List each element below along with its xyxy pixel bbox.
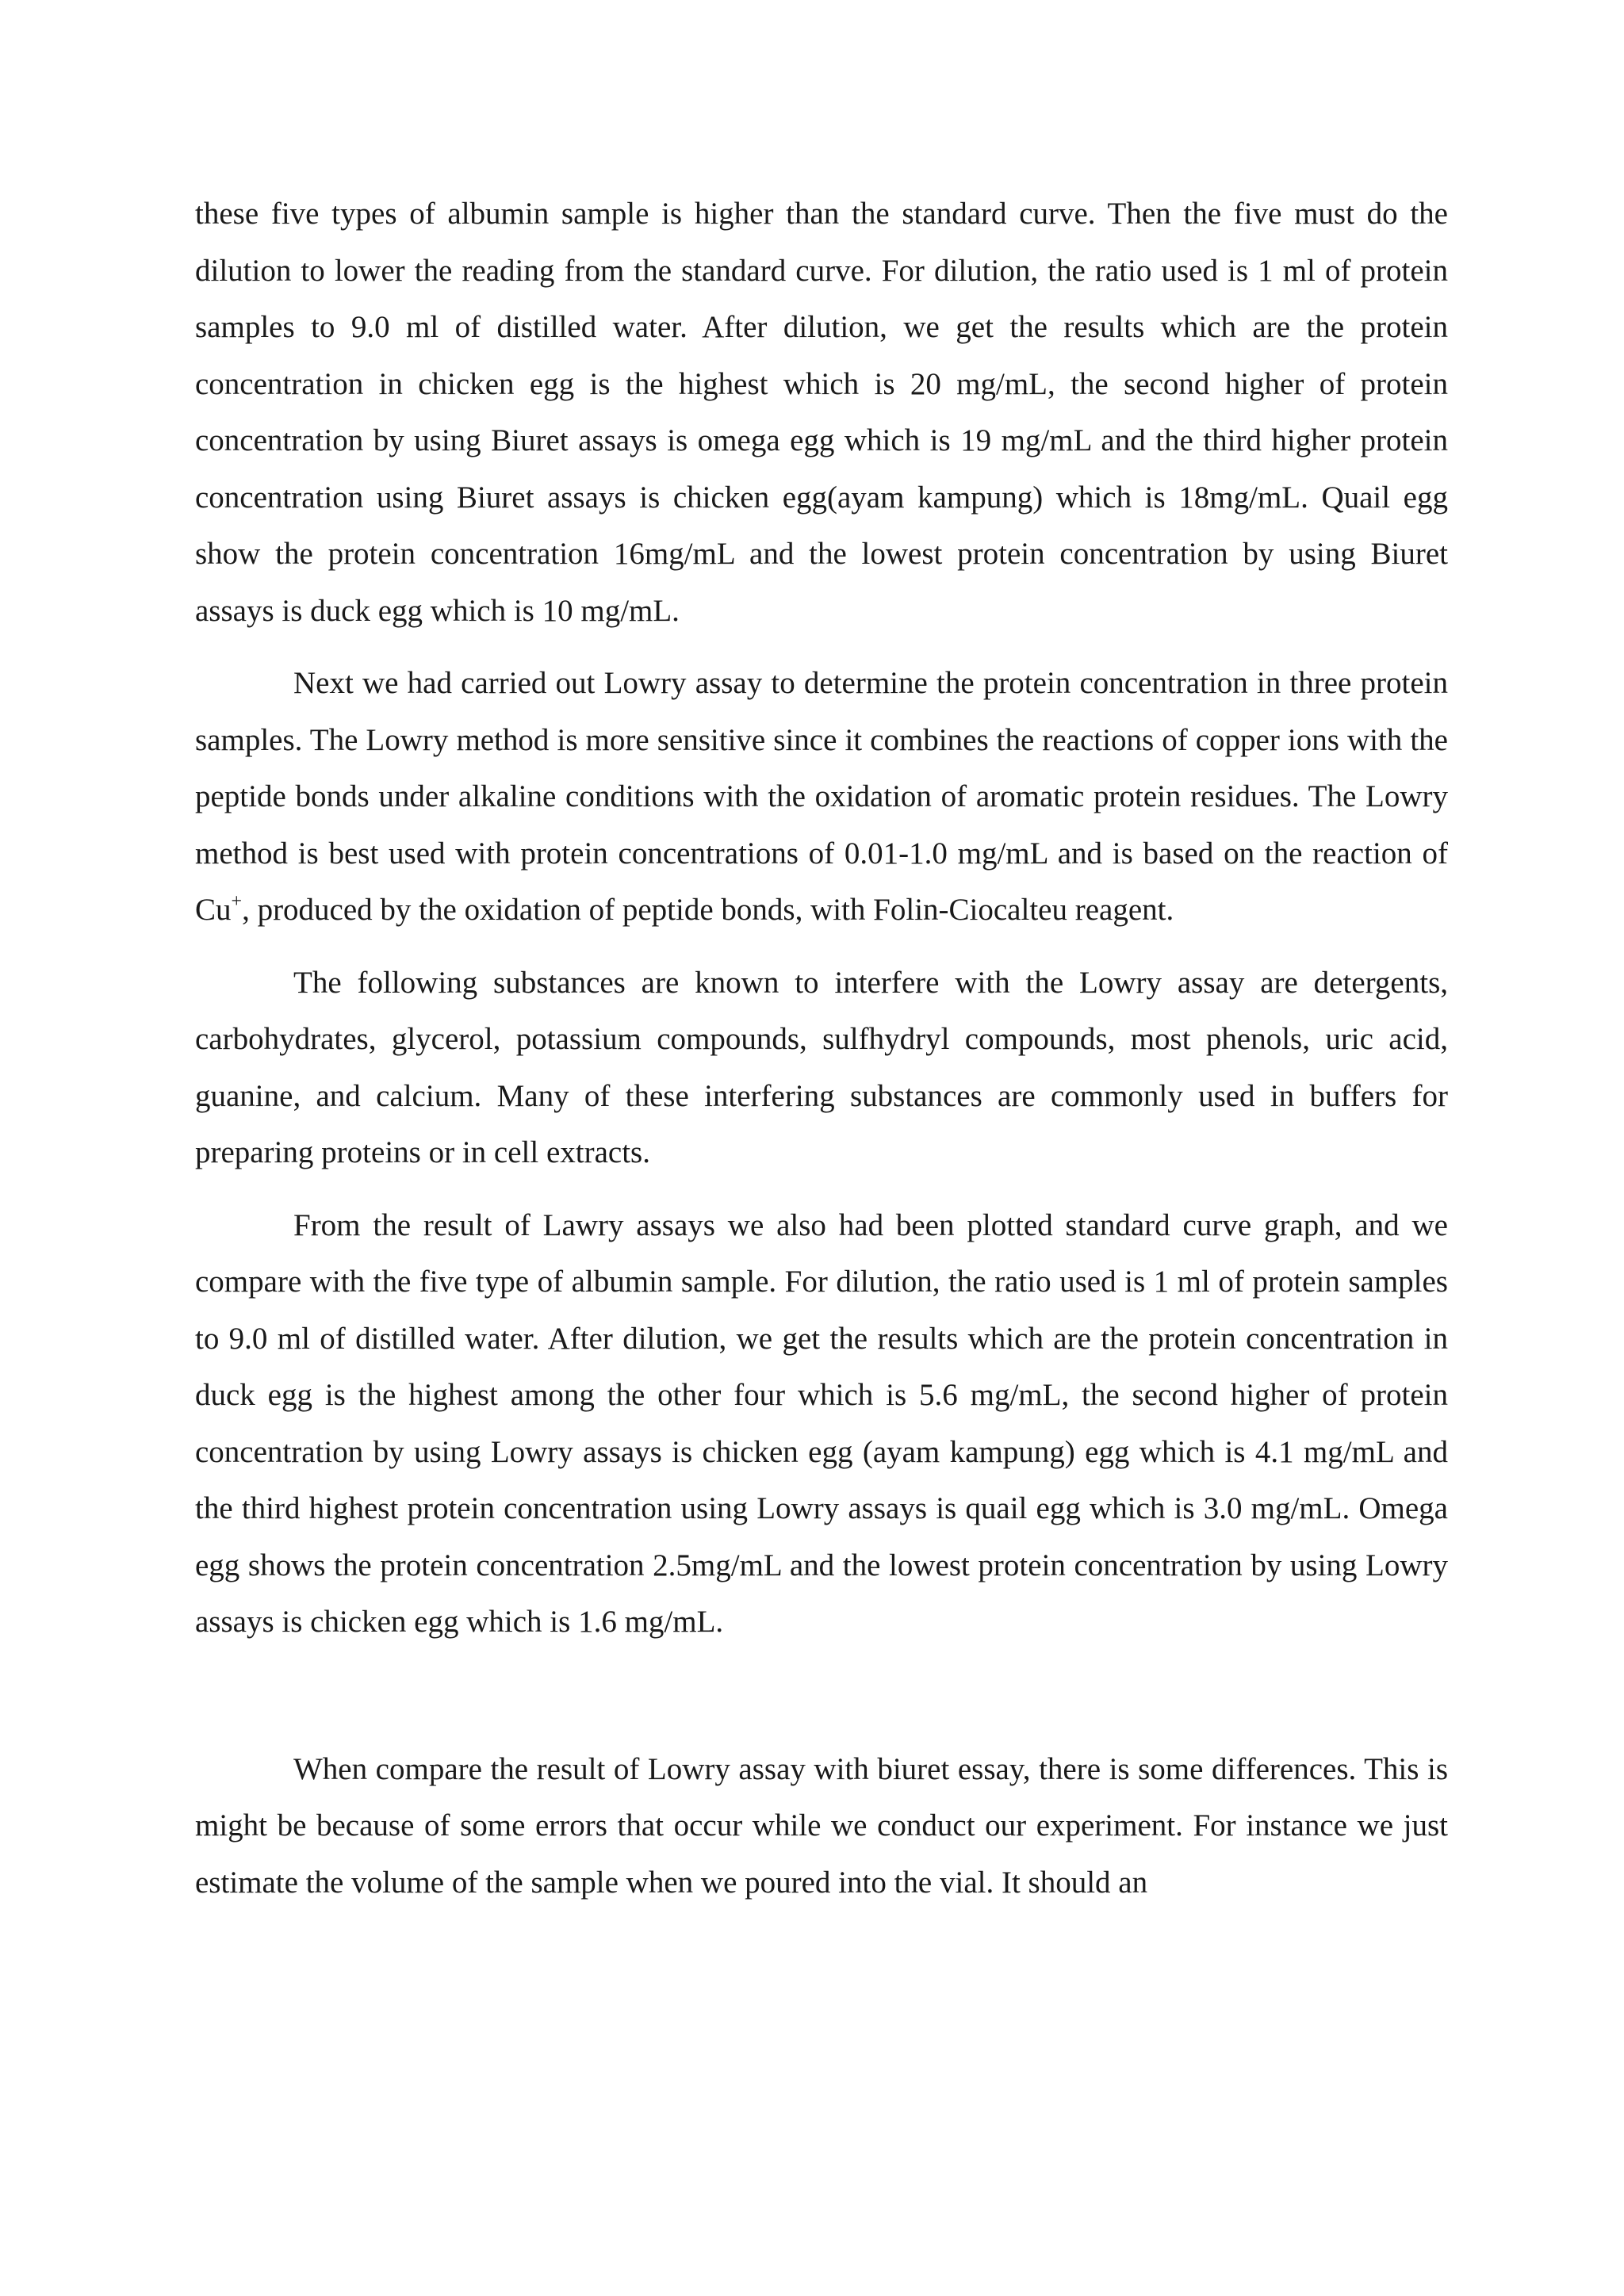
document-page (195, 186, 1448, 1927)
paragraph-spacer (195, 1667, 1448, 1741)
paragraph-lowry-method (195, 655, 1448, 939)
paragraph-interfering-substances: The following substances are known to interfere with the Lowry assay are detergents, carbohydrates, glycerol, potassium compounds, sulfhydryl compounds, most phenols, uric acid, guanine, and calcium. Many of these interfering substances are commonly used in buffers for preparing proteins or in cell extracts. (195, 965, 1448, 1169)
lowry-method-text: Next we had carried out Lowry assay to determine the protein concentration in three protein samples. The Lowry method is more sensitive since it combines the reactions of copper ions with the peptide bonds under alkaline conditions with the oxidation of aromatic protein residues. The Lowry method is best used with protein concentrations of 0.01-1.0 mg/mL and is based on the reaction of Cu (195, 666, 1448, 927)
lowry-method-text-end: , produced by the oxidation of peptide bonds, with Folin-Ciocalteu reagent. (242, 893, 1174, 927)
paragraph-comparison: When compare the result of Lowry assay with biuret essay, there is some differences. This is might be because of some errors that occur while we conduct our experiment. For instance we just estimate the volume of the sample when we poured into the vial. It should an (195, 1751, 1448, 1900)
superscript-plus: + (231, 891, 243, 912)
paragraph-biuret-results: these five types of albumin sample is higher than the standard curve. Then the five must do the dilution to lower the reading from the standard curve. For dilution, the ratio used is 1 ml of protein samples to 9.0 ml of distilled water. After dilution, we get the results which are the protein concentration in chicken egg is the highest which is 20 mg/mL, the second higher of protein concentration by using Biuret assays is omega egg which is 19 mg/mL and the third higher protein concentration using Biuret assays is chicken egg(ayam kampung) which is 18mg/mL. Quail egg show the protein concentration 16mg/mL and the lowest protein concentration by using Biuret assays is duck egg which is 10 mg/mL. (195, 197, 1448, 628)
paragraph-lowry-results: From the result of Lawry assays we also had been plotted standard curve graph, and we compare with the five type of albumin sample. For dilution, the ratio used is 1 ml of protein samples to 9.0 ml of distilled water. After dilution, we get the results which are the protein concentration in duck egg is the highest among the other four which is 5.6 mg/mL, the second higher of protein concentration by using Lowry assays is chicken egg (ayam kampung) egg which is 4.1 mg/mL and the third highest protein concentration using Lowry assays is quail egg which is 3.0 mg/mL. Omega egg shows the protein concentration 2.5mg/mL and the lowest protein concentration by using Lowry assays is chicken egg which is 1.6 mg/mL. (195, 1207, 1448, 1639)
